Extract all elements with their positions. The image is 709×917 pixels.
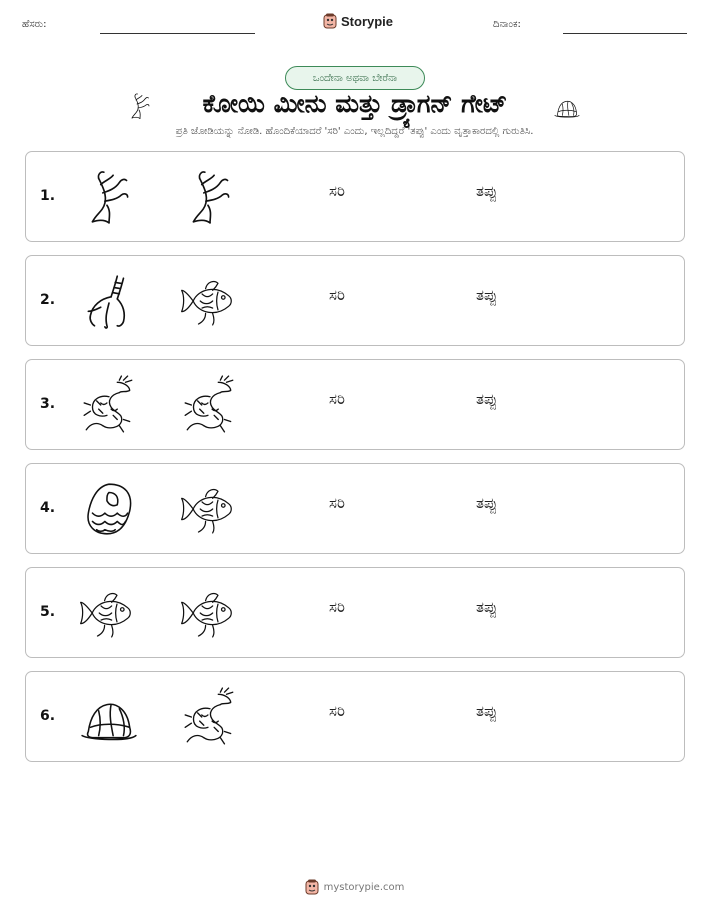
question-row	[25, 255, 685, 346]
correct-option[interactable]: ಸರಿ	[329, 702, 345, 720]
claw-icon	[78, 270, 140, 332]
question-row	[25, 671, 685, 762]
correct-option[interactable]: ಸರಿ	[329, 286, 345, 304]
wrong-option[interactable]: ತಪ್ಪು	[476, 598, 498, 616]
dragon-icon	[179, 686, 241, 748]
dragon-icon	[179, 374, 241, 436]
question-row	[25, 567, 685, 658]
storypie-logo-icon	[323, 13, 337, 29]
koi-fish-icon	[179, 478, 241, 540]
worksheet-type-badge: ಒಂದೇನಾ ಅಥವಾ ಬೇರೆನಾ	[285, 66, 425, 90]
correct-option[interactable]: ಸರಿ	[329, 598, 345, 616]
wrong-option[interactable]: ತಪ್ಪು	[476, 286, 498, 304]
dragon-icon	[78, 374, 140, 436]
correct-option[interactable]: ಸರಿ	[329, 390, 345, 408]
brand-name: Storypie	[341, 13, 394, 29]
footer	[0, 879, 709, 895]
question-number: 1.	[40, 188, 56, 204]
instructions: ಪ್ರತಿ ಜೋಡಿಯನ್ನು ನೋಡಿ. ಹೊಂದಿಕೆಯಾದರೆ 'ಸರಿ' ಎಂದು, ಇಲ್ಲದಿದ್ದರೆ 'ತಪ್ಪು' ಎಂದು ವೃತ್ತಾಕಾರದಲ್ಲಿ ಗುರುತಿಸಿ.	[175, 126, 534, 137]
question-row	[25, 151, 685, 242]
rock-icon	[552, 93, 582, 121]
date-label: ದಿನಾಂಕ:	[493, 19, 521, 30]
antler-icon	[125, 91, 155, 121]
koi-fish-icon	[179, 582, 241, 644]
scale-pearl-icon	[78, 478, 140, 540]
wrong-option[interactable]: ತಪ್ಪು	[476, 182, 498, 200]
question-number: 4.	[40, 500, 56, 516]
storypie-logo-icon	[305, 879, 319, 895]
worksheet-title: ಕೋಯಿ ಮೀನು ಮತ್ತು ಡ್ರ್ಯಾಗನ್ ಗೇಟ್	[202, 89, 508, 118]
brand	[323, 13, 393, 29]
name-label: ಹೆಸರು:	[22, 19, 47, 30]
question-number: 6.	[40, 708, 56, 724]
question-row	[25, 359, 685, 450]
name-field[interactable]	[100, 33, 255, 34]
question-number: 3.	[40, 396, 56, 412]
question-number: 5.	[40, 604, 56, 620]
correct-option[interactable]: ಸರಿ	[329, 494, 345, 512]
antler-icon	[179, 166, 241, 228]
wrong-option[interactable]: ತಪ್ಪು	[476, 390, 498, 408]
correct-option[interactable]: ಸರಿ	[329, 182, 345, 200]
koi-fish-icon	[179, 270, 241, 332]
koi-fish-icon	[78, 582, 140, 644]
date-field[interactable]	[563, 33, 687, 34]
wrong-option[interactable]: ತಪ್ಪು	[476, 494, 498, 512]
footer-site: mystorypie.com	[323, 881, 405, 893]
antler-icon	[78, 166, 140, 228]
question-number: 2.	[40, 292, 56, 308]
rock-icon	[78, 686, 140, 748]
wrong-option[interactable]: ತಪ್ಪು	[476, 702, 498, 720]
question-row	[25, 463, 685, 554]
